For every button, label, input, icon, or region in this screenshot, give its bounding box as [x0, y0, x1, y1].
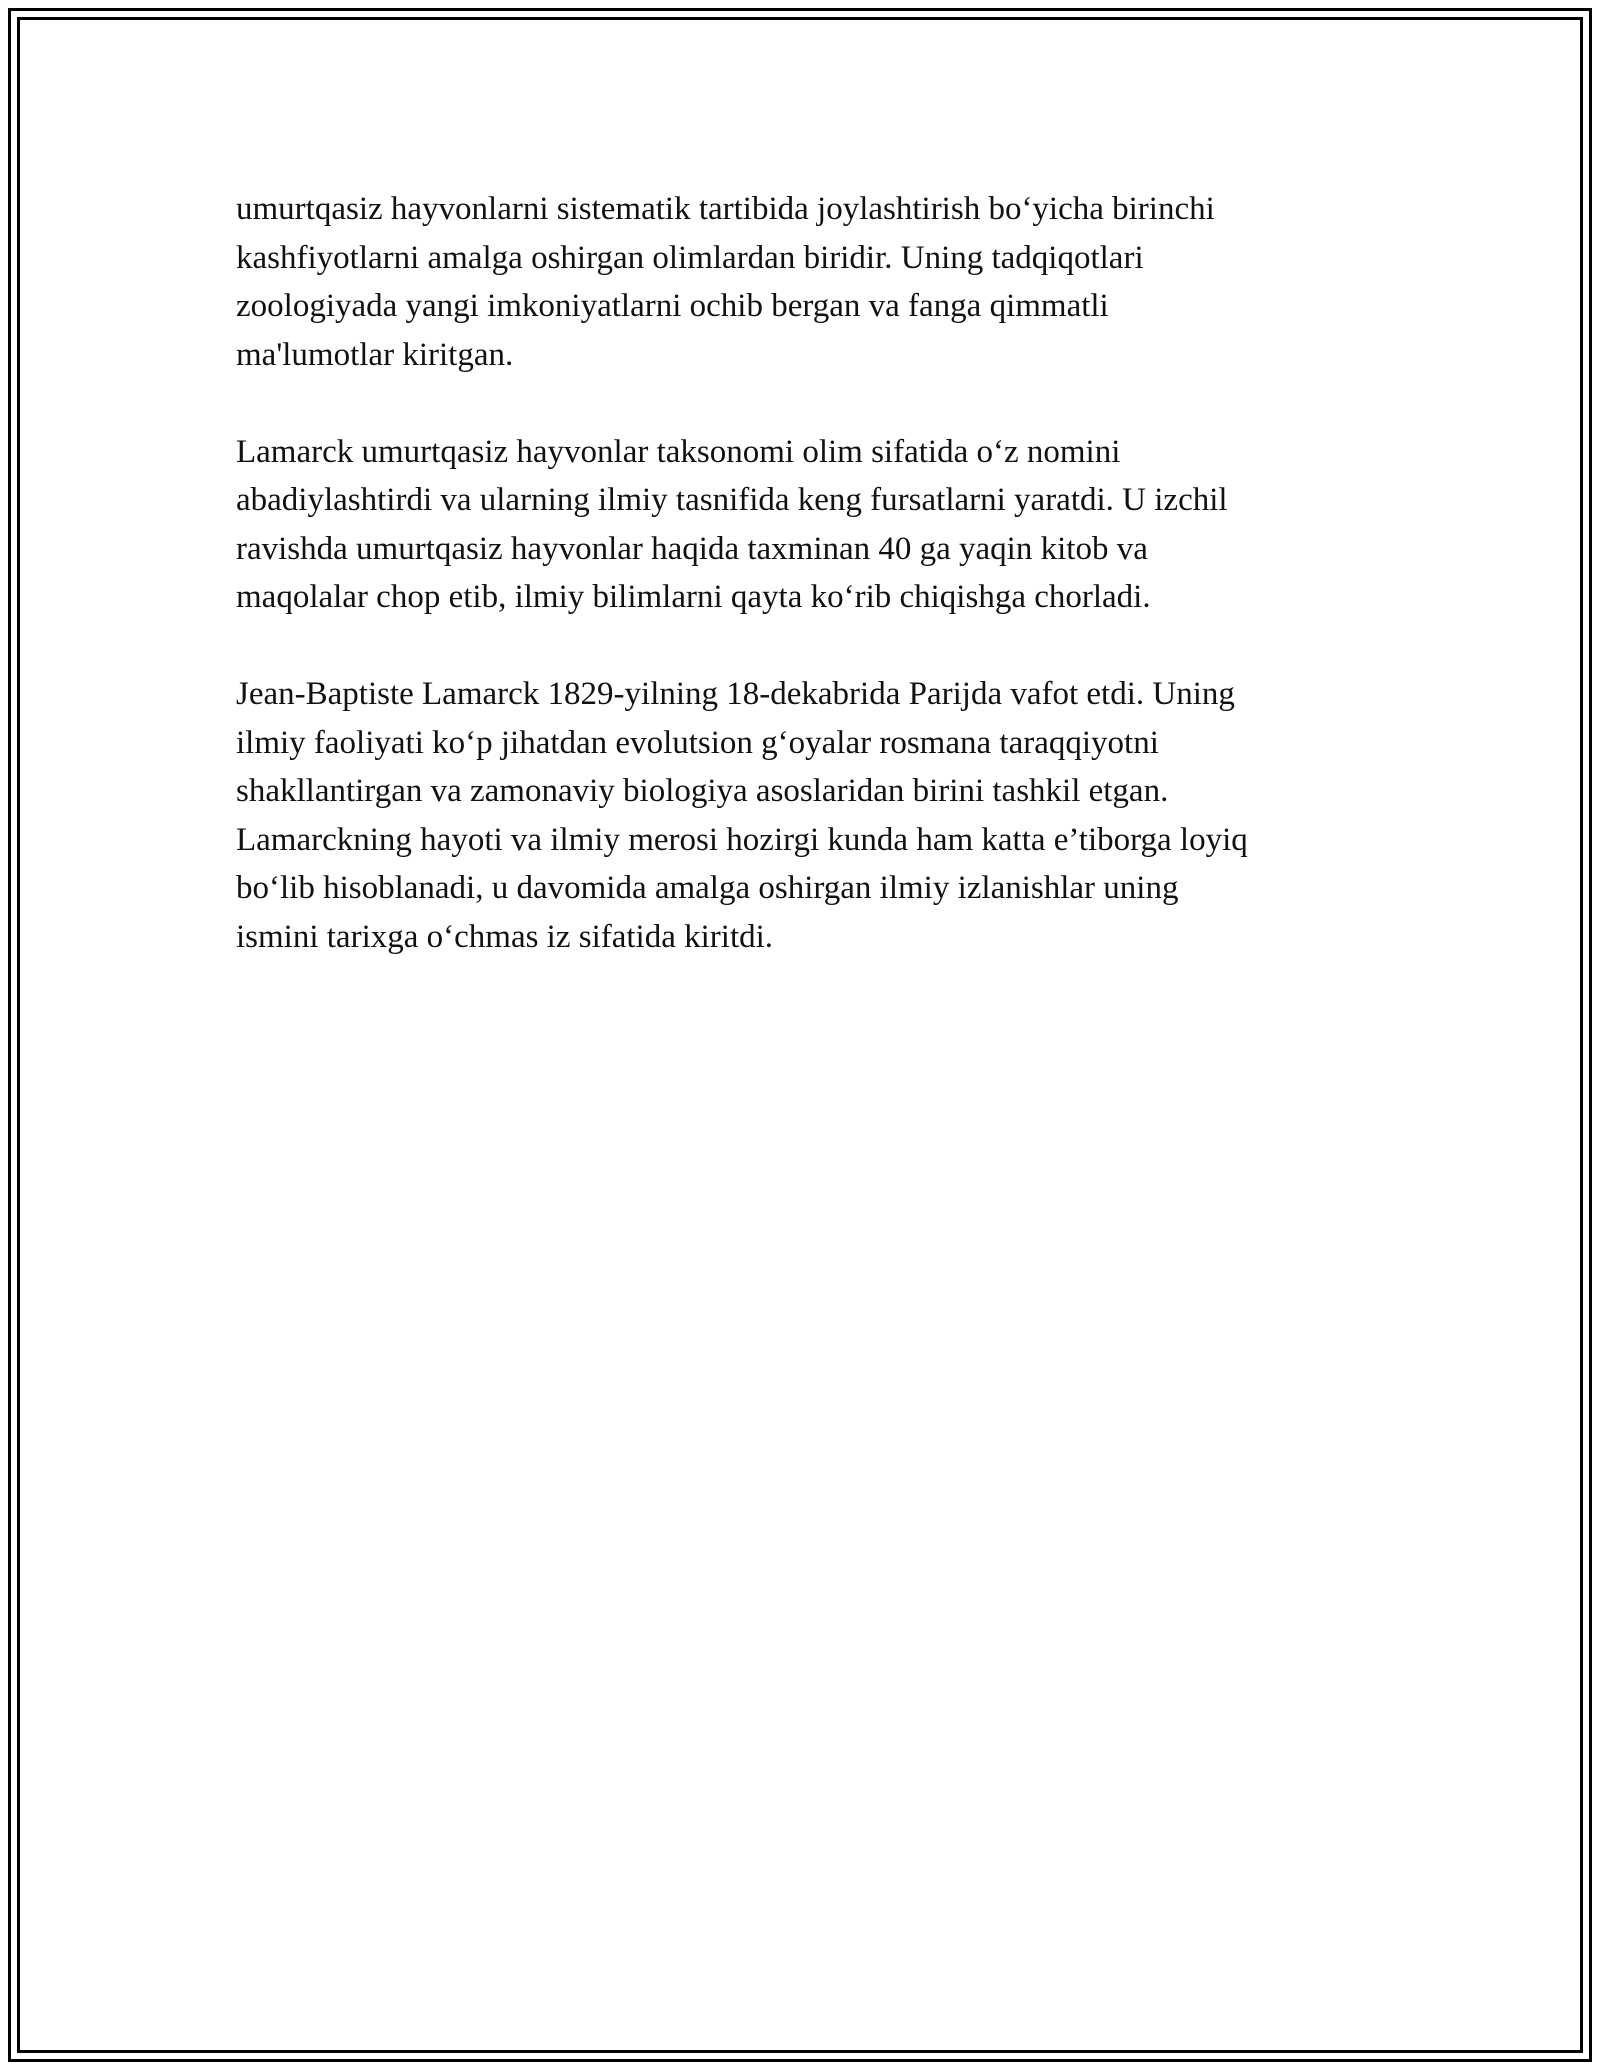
paragraph-2: Lamarck umurtqasiz hayvonlar taksonomi olim sifatida o‘z nomini abadiylashtirdi va ularning ilmiy tasnifida keng fursatlarni yaratdi. U izchil ravishda umurtqasiz hayvonlar haqida taxminan 40 ga yaqin kitob va maqolalar chop etib, ilmiy bilimlarni qayta ko‘rib chiqishga chorladi. — [236, 433, 1228, 615]
document-body — [236, 185, 1386, 1010]
paragraph-1: umurtqasiz hayvonlarni sistematik tartibida joylashtirish bo‘yicha birinchi kashfiyotlarni amalga oshirgan olimlardan biridir. Uning tadqiqotlari zoologiyada yangi imkoniyatlarni ochib bergan va fanga qimmatli ma'lumotlar kiritgan. — [236, 191, 1215, 373]
paragraph-3: Jean-Baptiste Lamarck 1829-yilning 18-dekabrida Parijda vafot etdi. Uning ilmiy faoliyati ko‘p jihatdan evolutsion g‘oyalar rosmana taraqqiyotni shakllantirgan va zamonaviy biologiya asoslaridan birini tashkil etgan. Lamarckning hayoti va ilmiy merosi hozirgi kunda ham katta e’tiborga loyiq bo‘lib hisoblanadi, u davomida amalga oshirgan ilmiy izlanishlar uning ismini tarixga o‘chmas iz sifatida kiritdi. — [236, 676, 1248, 955]
